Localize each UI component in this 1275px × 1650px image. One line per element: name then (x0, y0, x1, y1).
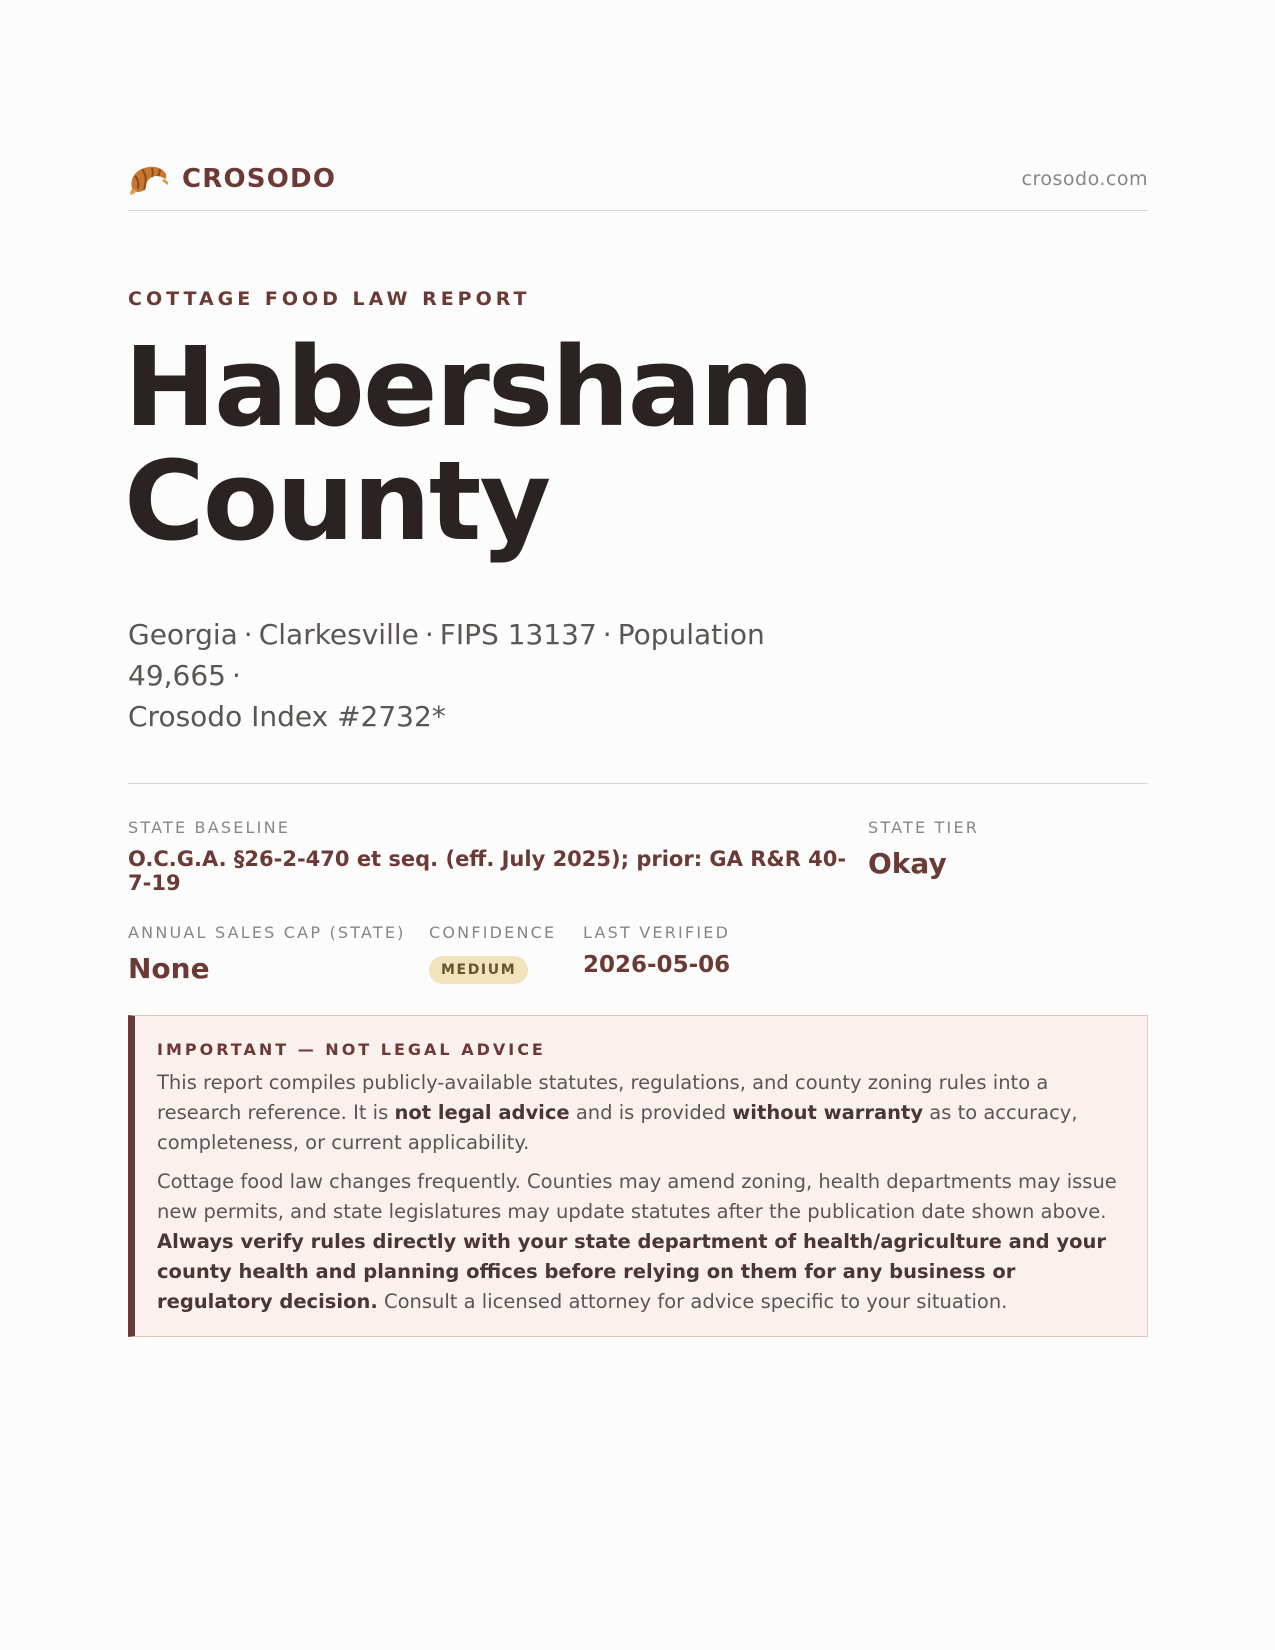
brand-name: CROSODO (182, 164, 337, 194)
notice-text: and is provided (569, 1101, 733, 1124)
confidence-badge: MEDIUM (429, 956, 528, 984)
state-tier-value: Okay (868, 847, 947, 880)
meta-separator: · (243, 618, 253, 651)
notice-emphasis: Always verify rules directly with your state department of health/agriculture and your county health and planning offices before relying on them for any business or regulatory decision. (157, 1230, 1107, 1313)
meta-seat: Clarkesville (258, 618, 419, 651)
notice-body (157, 1068, 1117, 1326)
meta-separator: · (602, 618, 612, 651)
state-baseline-label: STATE BASELINE (128, 818, 291, 837)
notice-text: This report compiles publicly-available statutes, regulations, and county zoning rules into a research reference. It is (157, 1071, 1049, 1124)
meta-separator: · (231, 659, 241, 692)
notice-text: as to accuracy, completeness, or current applicability. (157, 1101, 1078, 1154)
meta-fips: FIPS 13137 (439, 618, 597, 651)
brand[interactable] (128, 160, 336, 198)
header-bar (128, 158, 1148, 211)
meta-index: Crosodo Index #2732* (128, 700, 446, 733)
state-tier-field (868, 818, 979, 880)
report-eyebrow: COTTAGE FOOD LAW REPORT (128, 288, 531, 310)
page-title (124, 323, 1124, 565)
sales-cap-label: ANNUAL SALES CAP (STATE) (128, 923, 406, 942)
notice-text: Consult a licensed attorney for advice specific to your situation. (377, 1290, 1008, 1313)
state-tier-label: STATE TIER (868, 818, 980, 837)
croissant-icon (128, 160, 170, 198)
notice-paragraph (157, 1167, 1117, 1317)
last-verified-value: 2026-05-06 (583, 952, 731, 978)
state-baseline-field (128, 818, 848, 895)
notice-text: Cottage food law changes frequently. Counties may amend zoning, health departments may issue new permits, and state legislatures may update statutes after the publication date shown above. (157, 1170, 1117, 1223)
notice-heading: IMPORTANT — NOT LEGAL ADVICE (157, 1040, 546, 1059)
last-verified-label: LAST VERIFIED (583, 923, 731, 942)
confidence-label: CONFIDENCE (429, 923, 557, 942)
county-meta (128, 614, 888, 737)
state-baseline-value: O.C.G.A. §26-2-470 et seq. (eff. July 2025); prior: GA R&R 40-7-19 (128, 847, 847, 895)
section-divider (128, 783, 1148, 784)
notice-emphasis: without warranty (732, 1101, 924, 1124)
meta-separator: · (424, 618, 434, 651)
notice-emphasis: not legal advice (394, 1101, 570, 1124)
sales-cap-field (128, 923, 406, 985)
title-line-1: Habersham (124, 323, 813, 451)
last-verified-field (583, 923, 730, 978)
sales-cap-value: None (128, 952, 210, 985)
notice-paragraph (157, 1068, 1117, 1158)
meta-state: Georgia (128, 618, 238, 651)
site-url[interactable]: crosodo.com (1021, 168, 1148, 190)
meta-population: Population 49,665 (128, 618, 765, 692)
confidence-field (429, 923, 556, 984)
title-line-2: County (124, 437, 550, 565)
legal-notice (128, 1015, 1148, 1337)
